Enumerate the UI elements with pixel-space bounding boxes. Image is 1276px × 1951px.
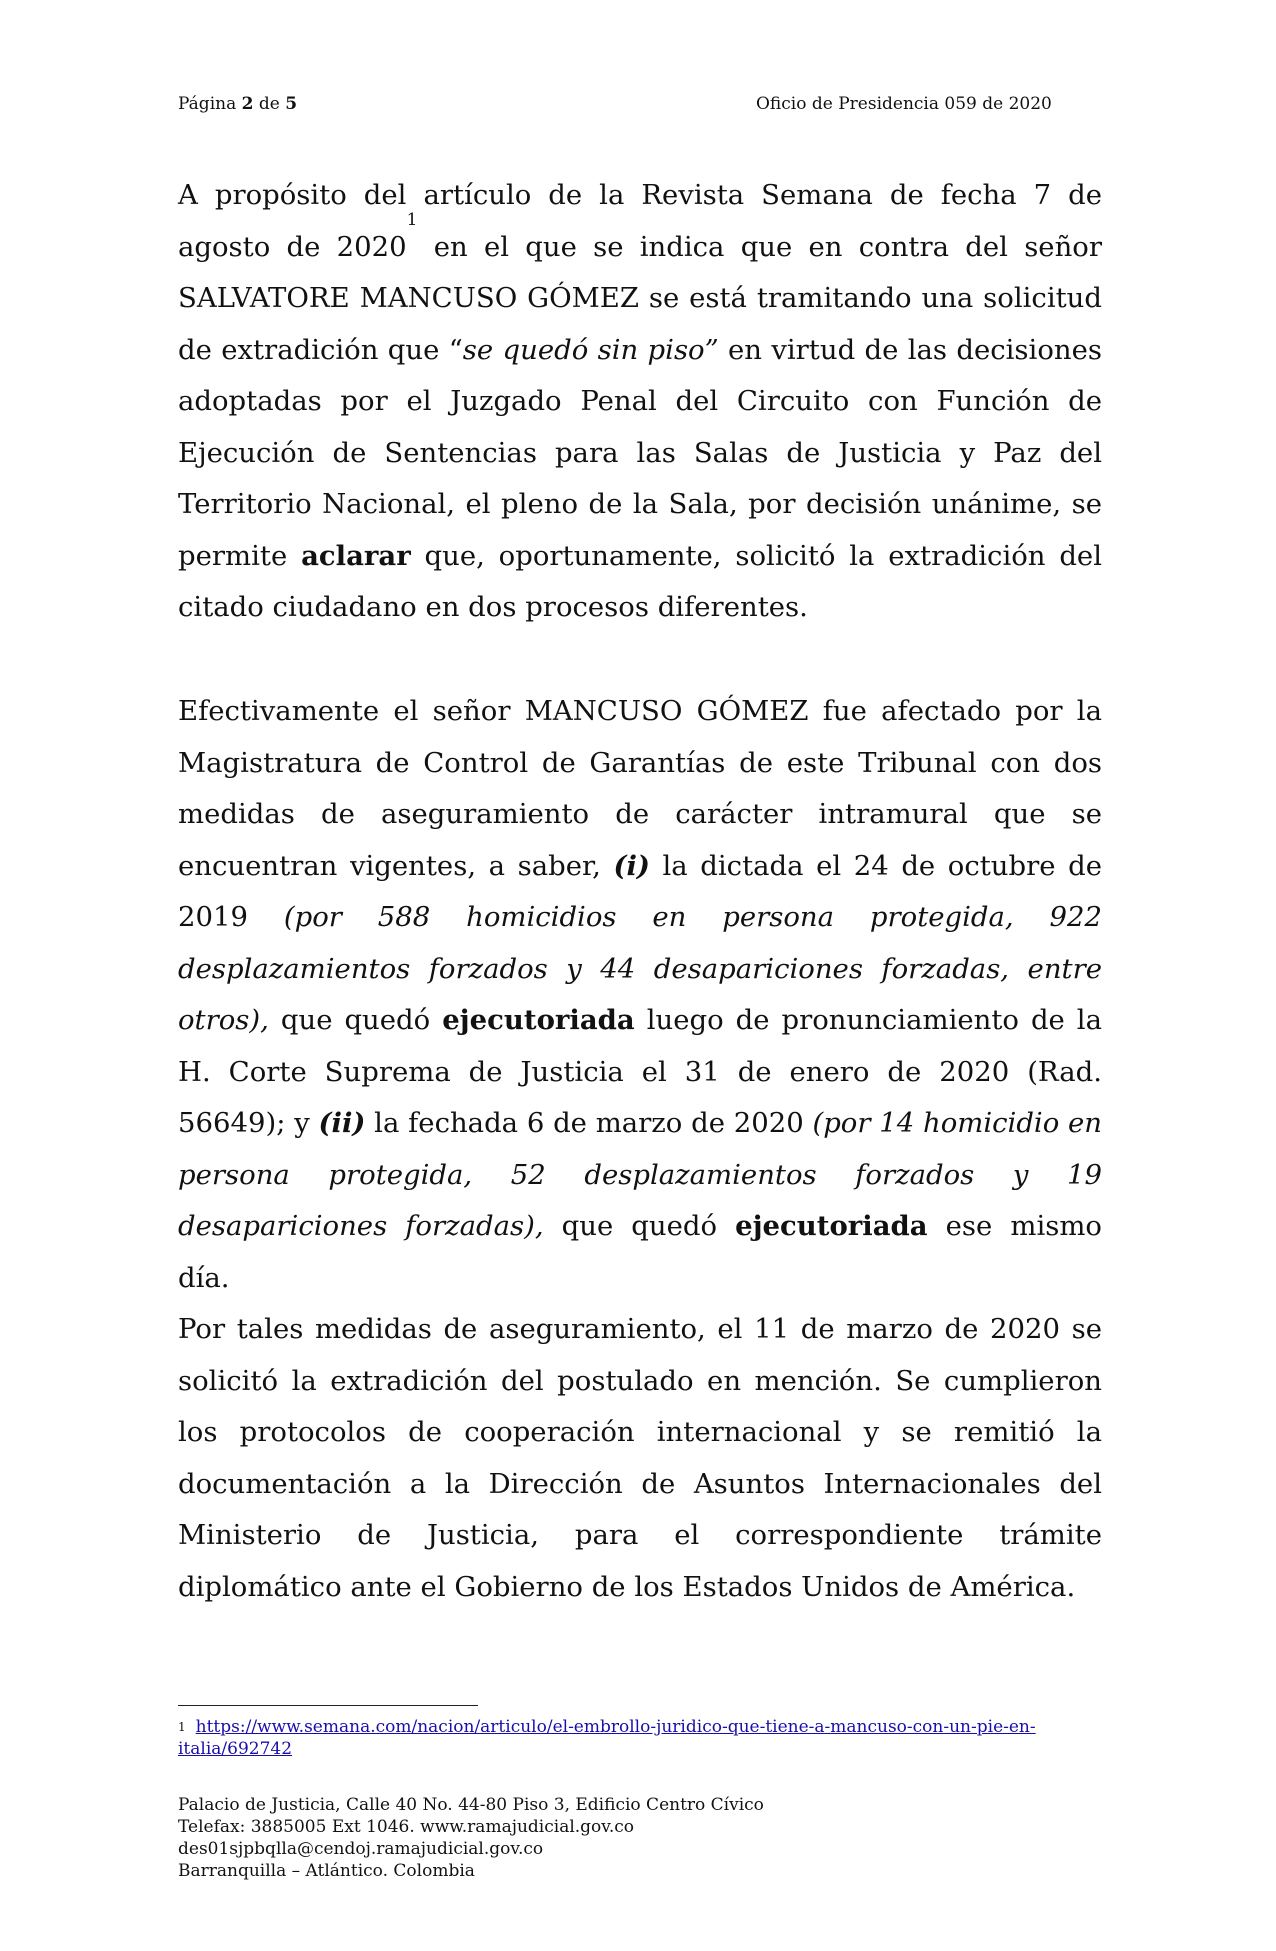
p2-bold-1: ejecutoriada — [442, 1004, 635, 1036]
p1-italic-quote: se quedó sin piso” — [462, 333, 719, 366]
office-reference: Oficio de Presidencia 059 de 2020 — [756, 94, 1052, 114]
page-total: 5 — [285, 94, 298, 114]
p2-text-1: Efectivamente el señor MANCUSO GÓMEZ fue afectado por la Magistratura de Control de Garantías de este Tribunal con dos medidas de aseguramiento de carácter intramural que se encuentran vigentes, a saber, — [178, 695, 1102, 882]
p2-text-5: la fechada 6 de marzo de 2020 — [365, 1107, 813, 1139]
phone-line: Telefax: 3885005 Ext 1046. www.ramajudicial.gov.co — [178, 1817, 635, 1837]
footnote — [178, 1716, 1102, 1760]
email-line: des01sjpbqlla@cendoj.ramajudicial.gov.co — [178, 1839, 544, 1859]
p2-text-6: que quedó — [543, 1210, 736, 1242]
footnote-marker: 1 — [406, 209, 418, 230]
paragraph-1 — [178, 170, 1102, 634]
page-current: 2 — [241, 94, 254, 114]
page-of: de — [258, 94, 280, 114]
footnote-link[interactable]: https://www.semana.com/nacion/articulo/el-embrollo-juridico-que-tiene-a-mancuso-con-un-pie-en-italia/692742 — [178, 1717, 1036, 1759]
p2-text-7: ese mismo día. — [178, 1210, 1102, 1294]
p2-text-3: que quedó — [268, 1004, 443, 1036]
p2-text-2: la dictada el 24 de octubre de 2019 — [178, 849, 1102, 933]
footnote-separator — [178, 1705, 478, 1706]
address-line: Palacio de Justicia, Calle 40 No. 44-80 Piso 3, Edificio Centro Cívico — [178, 1795, 764, 1815]
paragraph-2 — [178, 686, 1102, 1304]
p1-bold-aclarar: aclarar — [301, 539, 411, 572]
p2-text-4: luego de pronunciamiento de la H. Corte Suprema de Justicia el 31 de enero de 2020 (Rad. 56649); y — [178, 1004, 1102, 1139]
page-number — [178, 92, 297, 116]
p1-text-4: que, oportunamente, solicitó la extradición del citado ciudadano en dos procesos diferentes. — [178, 539, 1103, 623]
page-word: Página — [178, 94, 237, 114]
p2-bold-2: ejecutoriada — [735, 1210, 928, 1242]
address-block — [178, 1794, 764, 1882]
p2-marker-i: (i) — [613, 849, 650, 882]
p2-italic-2: (por 14 homicidio en persona protegida, 52 desplazamientos forzados y 19 desapariciones forzadas), — [178, 1107, 1103, 1242]
paragraph-3: Por tales medidas de aseguramiento, el 11 de marzo de 2020 se solicitó la extradición del postulado en mención. Se cumplieron los protocolos de cooperación internacional y se remitió la documentación a la Dirección de Asuntos Internacionales del Ministerio de Justicia, para el correspondiente trámite diplomático ante el Gobierno de los Estados Unidos de América. — [178, 1313, 1102, 1603]
p2-italic-1: (por 588 homicidios en persona protegida, 922 desplazamientos forzados y 44 desapariciones forzadas, entre otros), — [178, 901, 1103, 1036]
city-line: Barranquilla – Atlántico. Colombia — [178, 1861, 475, 1881]
p1-text-2: en el que se indica que en contra del señor SALVATORE MANCUSO GÓMEZ se está tramitando una solicitud de extradición que “ — [178, 230, 1102, 366]
p1-text-1: A propósito del artículo de la Revista Semana de fecha 7 de agosto de 2020 — [178, 179, 1102, 263]
footnote-number: 1 — [178, 1720, 186, 1734]
p1-text-3: en virtud de las decisiones adoptadas por el Juzgado Penal del Circuito con Función de Ejecución de Sentencias para las Salas de Justicia y Paz del Territorio Nacional, el pleno de la Sala, por decisión unánime, se permite — [178, 333, 1102, 572]
p2-marker-ii: (ii) — [318, 1107, 366, 1139]
